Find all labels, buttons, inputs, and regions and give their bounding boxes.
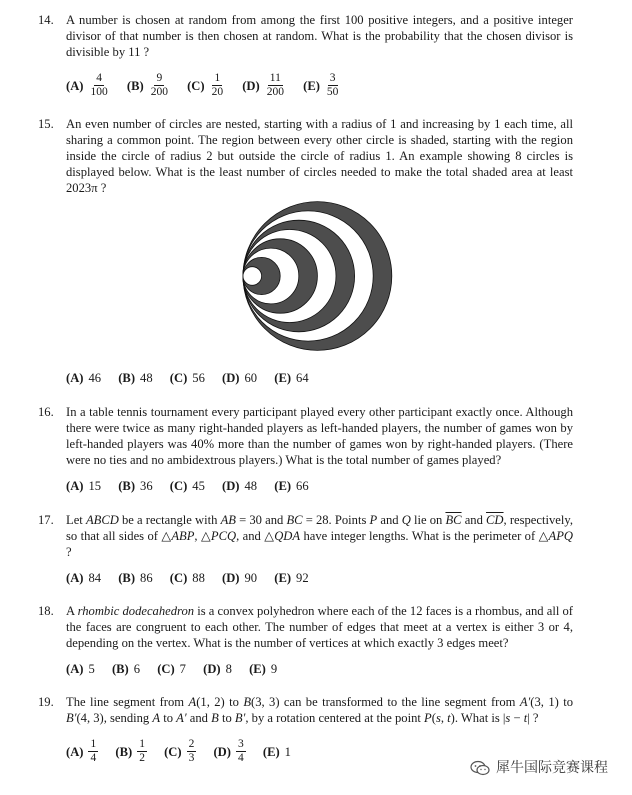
choice-e[interactable]: (E) 1 <box>262 744 291 759</box>
wechat-icon <box>470 760 490 776</box>
answer-choices <box>66 661 291 677</box>
problem-number: 17. <box>38 513 54 527</box>
choice-b[interactable]: (B) $\frac{1}{2}$ <box>115 738 145 764</box>
problem-stem: A number is chosen at random from among the first 100 positive integers, and a positive integer divisor of that number is then chosen at random. What is the probability that the chosen divisor is divisible by 11 ? <box>66 13 573 59</box>
answer-choices <box>66 738 305 765</box>
choice-e[interactable]: (E) 92 <box>274 571 309 585</box>
choice-e[interactable]: (E) $\frac{3}{50}$ <box>303 72 339 98</box>
answer-choices <box>66 72 354 99</box>
problem-stem: An even number of circles are nested, starting with a radius of 1 and increasing by 1 each time, all sharing a common point. The region between every other circle is shaded, starting with the region inside the circle of radius 2 but outside the circle of radius 1. An example showing 8 circles is displayed below. What is the least number of circles needed to make the total shaded area at least 2023π ? <box>66 117 573 195</box>
choice-a[interactable]: (A) 5 <box>66 662 95 676</box>
choice-e[interactable]: (E) 66 <box>274 479 309 493</box>
problem-stem: A rhombic dodecahedron is a convex polyhedron where each of the 12 faces is a rhombus, and all of the faces are congruent to each other. The number of edges that meet at a vertex is either 3 or 4, depending on the vertex. What is the number of vertices at which exactly 3 edges meet? <box>66 604 573 650</box>
choice-d[interactable]: (D) $\frac{3}{4}$ <box>213 738 244 764</box>
choice-b[interactable]: (B) 6 <box>111 662 141 676</box>
choice-c[interactable]: (C) 45 <box>169 479 205 493</box>
problem-18 <box>38 603 573 676</box>
answer-choices <box>66 478 323 494</box>
choice-c[interactable]: (C) 56 <box>169 371 205 385</box>
answer-choices <box>66 370 323 386</box>
choice-b[interactable]: (B) 86 <box>118 571 153 585</box>
choice-b[interactable]: (B) 36 <box>118 479 153 493</box>
choice-a[interactable]: (A) $\frac{4}{100}$ <box>66 72 108 98</box>
choice-d[interactable]: (D) 90 <box>222 571 258 585</box>
choice-a[interactable]: (A) 15 <box>66 479 102 493</box>
choice-c[interactable]: (C) 7 <box>157 662 186 676</box>
watermark-text: 犀牛国际竞赛课程 <box>496 760 608 776</box>
watermark <box>470 760 608 776</box>
term-rhombic-dodecahedron: rhombic dodecahedron <box>77 604 195 618</box>
choice-c[interactable]: (C) 88 <box>169 571 205 585</box>
choice-d[interactable]: (D) 8 <box>203 662 232 676</box>
choice-e[interactable]: (E) 9 <box>249 662 278 676</box>
problem-number: 18. <box>38 604 54 618</box>
problem-19 <box>38 694 573 764</box>
problem-16 <box>38 404 573 493</box>
problem-stem: Let ABCD be a rectangle with AB = 30 and BC = 28. Points P and Q lie on $\overline{BC}$ and $\overline{CD}$, respectively, so that all sides of △ABP, △PCQ, and △QDA have integer lengths. What is the perimeter of △APQ ? <box>66 513 574 559</box>
choice-e[interactable]: (E) 64 <box>274 371 309 385</box>
answer-choices <box>66 570 323 586</box>
choice-d[interactable]: (D) 60 <box>222 371 258 385</box>
choice-a[interactable]: (A) $\frac{1}{4}$ <box>66 738 97 764</box>
choice-d[interactable]: (D) 48 <box>222 479 258 493</box>
problem-number: 19. <box>38 695 54 709</box>
problem-15 <box>38 116 573 385</box>
problem-number: 14. <box>38 13 54 27</box>
problem-stem: The line segment from A(1, 2) to B(3, 3) can be transformed to the line segment from A′(3, 1) to B′(4, 3), sending A to A′ and B to B′, by a rotation centered at the point P(s, t). What is |s − t| ? <box>66 695 573 725</box>
choice-a[interactable]: (A) 46 <box>66 371 102 385</box>
choice-c[interactable]: (C) $\frac{1}{20}$ <box>187 72 224 98</box>
problem-14 <box>38 12 573 98</box>
choice-b[interactable]: (B) $\frac{9}{200}$ <box>126 72 168 98</box>
choice-c[interactable]: (C) $\frac{2}{3}$ <box>164 738 195 764</box>
problem-number: 15. <box>38 117 54 131</box>
choice-d[interactable]: (D) $\frac{11}{200}$ <box>242 72 284 98</box>
problem-17 <box>38 512 574 585</box>
choice-a[interactable]: (A) 84 <box>66 571 102 585</box>
problem-number: 16. <box>38 405 54 419</box>
problem-stem: In a table tennis tournament every participant played every other participant exactly once. Although there were twice as many right-handed players as left-handed players, the number of games won by left-handed players was 40% more than the number of games won by right-handed players. (There were no ties and no ambidextrous players.) What is the total number of games played? <box>66 405 573 467</box>
nested-circles-figure <box>241 200 393 352</box>
choice-b[interactable]: (B) 48 <box>118 371 153 385</box>
circle-radius-1 <box>243 267 262 286</box>
